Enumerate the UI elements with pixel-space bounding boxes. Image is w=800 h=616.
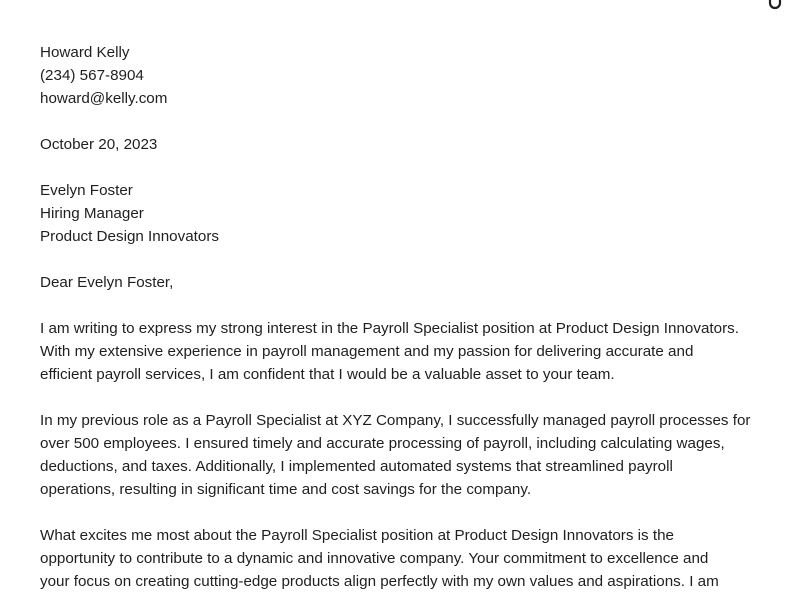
- paragraph-line: your focus on creating cutting-edge products align perfectly with my own values and aspirations. I am: [40, 573, 719, 590]
- letter-date: October 20, 2023: [40, 136, 158, 153]
- salutation: Dear Evelyn Foster,: [40, 274, 174, 291]
- attachment-icon: [768, 0, 782, 11]
- cover-letter: [40, 41, 780, 616]
- recipient-name: Evelyn Foster: [40, 182, 133, 199]
- paragraph-line: deductions, and taxes. Additionally, I implemented automated systems that streamlined payroll: [40, 458, 673, 475]
- paragraph-line: operations, resulting in significant time and cost savings for the company.: [40, 481, 532, 498]
- paragraph-2: [40, 409, 780, 501]
- sender-name: Howard Kelly: [40, 44, 130, 61]
- paragraph-line: With my extensive experience in payroll management and my passion for delivering accurate and: [40, 343, 694, 360]
- paragraph-line: opportunity to contribute to a dynamic and innovative company. Your commitment to excellence and: [40, 550, 709, 567]
- sender-phone: (234) 567-8904: [40, 67, 144, 84]
- sender-block: [40, 41, 780, 110]
- paragraph-line: over 500 employees. I ensured timely and accurate processing of payroll, including calculating wages,: [40, 435, 725, 452]
- recipient-company: Product Design Innovators: [40, 228, 219, 245]
- paragraph-1: [40, 317, 780, 386]
- date-block: [40, 133, 780, 156]
- paragraph-3: [40, 524, 780, 593]
- sender-email: howard@kelly.com: [40, 90, 168, 107]
- recipient-block: [40, 179, 780, 248]
- paragraph-line: What excites me most about the Payroll Specialist position at Product Design Innovators is the: [40, 527, 674, 544]
- paragraph-line: I am writing to express my strong interest in the Payroll Specialist position at Product Design Innovators.: [40, 320, 739, 337]
- paragraph-line: efficient payroll services, I am confident that I would be a valuable asset to your team.: [40, 366, 615, 383]
- recipient-title: Hiring Manager: [40, 205, 144, 222]
- salutation-block: [40, 271, 780, 294]
- paragraph-line: In my previous role as a Payroll Specialist at XYZ Company, I successfully managed payroll processes for: [40, 412, 751, 429]
